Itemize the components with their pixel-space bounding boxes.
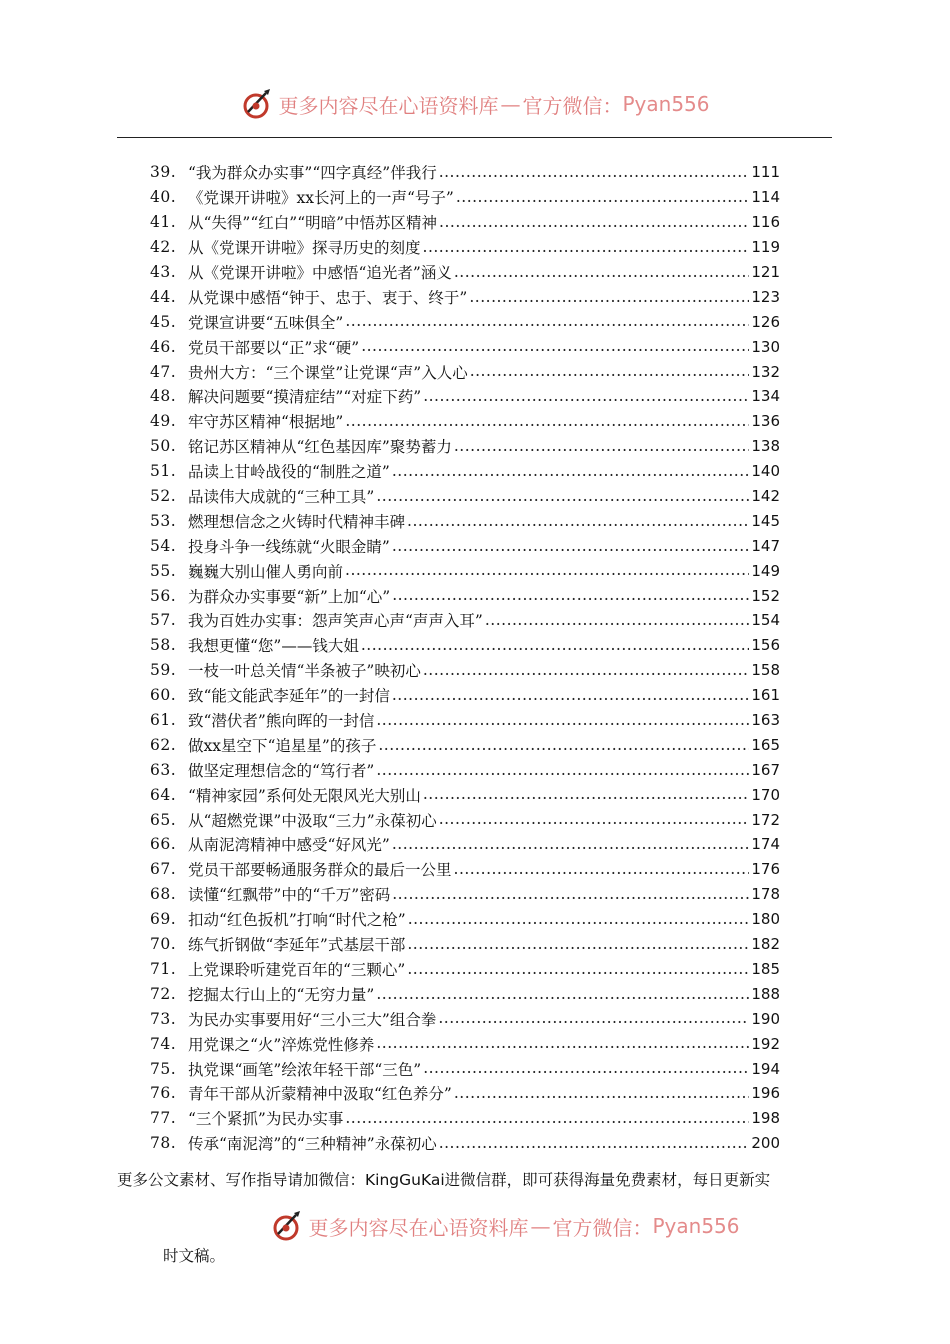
toc-leader-dots (376, 761, 749, 780)
toc-entry-title: 党员干部要以“正”求“硬” (188, 338, 360, 357)
toc-entry-title: 为民办实事要用好“三小三大”组合拳 (188, 1010, 437, 1029)
toc-leader-dots (423, 387, 749, 406)
toc-entry[interactable] (150, 981, 780, 1006)
toc-entry-page: 142 (751, 487, 780, 506)
toc-entry-page: 198 (751, 1109, 780, 1128)
toc-entry[interactable] (150, 434, 780, 459)
toc-entry-title: 为群众办实事要“新”上加“心” (188, 587, 391, 606)
toc-entry-title: “三个紧抓”为民办实事 (188, 1110, 344, 1129)
toc-leader-dots (392, 686, 750, 705)
logo-icon (270, 1209, 304, 1243)
toc-entry[interactable] (150, 160, 780, 185)
toc-leader-dots (376, 711, 749, 730)
toc-entry-number: 65. (150, 810, 177, 829)
toc-entry-title: 扣动“红色扳机”打响“时代之枪” (188, 911, 406, 930)
toc-entry[interactable] (150, 284, 780, 309)
toc-entry[interactable] (150, 633, 780, 658)
toc-entry-number: 43. (150, 263, 177, 281)
toc-entry-page: 119 (751, 238, 780, 257)
toc-entry-number: 51. (150, 462, 177, 481)
toc-entry-title: 致“潜伏者”熊向晖的一封信 (188, 712, 375, 731)
toc-entry[interactable] (150, 1131, 780, 1156)
toc-entry-number: 72. (150, 984, 177, 1003)
banner-separator: — (500, 92, 521, 116)
toc-entry[interactable] (150, 807, 780, 832)
toc-entry-number: 41. (150, 213, 177, 232)
toc-entry-number: 61. (150, 711, 177, 730)
toc-entry-title: 牢守苏区精神“根据地” (188, 413, 344, 432)
toc-entry-number: 52. (150, 487, 177, 506)
toc-entry-page: 158 (751, 661, 780, 680)
toc-entry-title: 从党课中感悟“钟于、忠于、衷于、终于” (188, 288, 468, 307)
toc-leader-dots (345, 312, 749, 331)
toc-entry-title: 《党课开讲啦》xx长河上的一声“号子” (188, 189, 454, 208)
toc-entry-number: 68. (150, 885, 177, 904)
toc-entry[interactable] (150, 857, 780, 882)
toc-entry-page: 192 (751, 1034, 780, 1053)
toc-entry-page: 126 (751, 312, 780, 331)
toc-list (150, 160, 780, 1156)
toc-entry-title: 致“能文能武李延年”的一封信 (188, 687, 390, 706)
toc-entry-page: 114 (751, 188, 780, 207)
toc-entry-number: 45. (150, 312, 177, 331)
toc-entry-page: 194 (751, 1059, 780, 1078)
toc-entry[interactable] (150, 832, 780, 857)
footer-note-continued: 时文稿。 (163, 1247, 226, 1265)
toc-entry-title: 品读伟大成就的“三种工具” (188, 488, 375, 507)
toc-leader-dots (439, 163, 750, 182)
toc-entry[interactable] (150, 1006, 780, 1031)
toc-entry-number: 49. (150, 412, 177, 431)
toc-entry-number: 53. (150, 511, 177, 530)
toc-entry-number: 76. (150, 1084, 177, 1103)
toc-entry-page: 140 (751, 462, 780, 481)
toc-entry[interactable] (150, 359, 780, 384)
toc-entry-page: 149 (751, 561, 780, 580)
toc-entry-title: 燃理想信念之火铸时代精神丰碑 (188, 512, 406, 531)
toc-entry-number: 67. (150, 860, 177, 879)
toc-entry-number: 59. (150, 661, 177, 680)
toc-entry-page: 136 (751, 412, 780, 431)
toc-entry-page: 116 (751, 213, 780, 232)
toc-entry[interactable] (150, 782, 780, 807)
banner-brand: 更多内容尽在心语资料库 (308, 1215, 529, 1240)
toc-entry-title: 党员干部要畅通服务群众的最后一公里 (188, 861, 452, 880)
banner-label: 官方微信： (522, 93, 623, 118)
toc-entry-page: 123 (751, 287, 780, 306)
toc-entry-number: 48. (150, 387, 177, 406)
toc-entry[interactable] (150, 409, 780, 434)
toc-leader-dots (378, 736, 749, 755)
toc-entry-title: 巍巍大别山催人勇向前 (188, 562, 344, 581)
toc-entry[interactable] (150, 185, 780, 210)
toc-leader-dots (376, 985, 749, 1004)
toc-entry-title: 青年干部从沂蒙精神中汲取“红色养分” (188, 1085, 452, 1104)
toc-entry-number: 71. (150, 959, 177, 978)
toc-leader-dots (376, 1034, 749, 1053)
banner-separator: — (530, 1214, 551, 1238)
toc-leader-dots (376, 487, 749, 506)
toc-leader-dots (345, 1109, 749, 1128)
toc-entry-number: 54. (150, 536, 177, 555)
toc-entry-page: 188 (751, 984, 780, 1003)
toc-leader-dots (407, 512, 749, 531)
toc-entry-title: 从南泥湾精神中感受“好风光” (188, 836, 390, 855)
toc-entry-title: 读懂“红飘带”中的“千万”密码 (188, 886, 391, 905)
toc-entry-title: “精神家园”系何处无限风光大别山 (188, 786, 421, 805)
toc-entry[interactable] (150, 932, 780, 957)
toc-leader-dots (361, 337, 749, 356)
toc-entry-title: 做坚定理想信念的“笃行者” (188, 761, 375, 780)
toc-entry-number: 57. (150, 611, 177, 630)
toc-entry[interactable] (150, 882, 780, 907)
toc-entry[interactable] (150, 658, 780, 683)
toc-leader-dots (408, 910, 750, 929)
toc-entry-title: 从“超燃党课”中汲取“三力”永葆初心 (188, 811, 437, 830)
toc-entry-page: 190 (751, 1009, 780, 1028)
toc-entry-number: 78. (150, 1134, 177, 1153)
toc-entry-number: 47. (150, 362, 177, 381)
toc-leader-dots (392, 462, 750, 481)
toc-entry[interactable] (150, 1031, 780, 1056)
toc-entry-page: 163 (751, 711, 780, 730)
toc-entry[interactable] (150, 708, 780, 733)
toc-leader-dots (423, 1059, 749, 1078)
toc-leader-dots (392, 586, 749, 605)
toc-leader-dots (469, 288, 749, 307)
toc-entry-number: 55. (150, 561, 177, 580)
toc-entry-page: 138 (751, 437, 780, 456)
toc-entry-number: 64. (150, 785, 177, 804)
toc-entry-number: 73. (150, 1009, 177, 1028)
toc-entry-page: 180 (751, 910, 780, 929)
toc-entry-page: 132 (751, 362, 780, 381)
toc-leader-dots (439, 1134, 750, 1153)
toc-entry-page: 182 (751, 935, 780, 954)
toc-entry-number: 56. (150, 586, 177, 605)
toc-leader-dots (454, 263, 750, 282)
toc-entry-page: 172 (751, 810, 780, 829)
banner-wechat-id: Pyan556 (622, 92, 710, 116)
toc-entry-page: 196 (751, 1084, 780, 1103)
toc-leader-dots (454, 1084, 750, 1103)
toc-leader-dots (361, 636, 750, 655)
toc-entry-number: 77. (150, 1109, 177, 1128)
toc-entry-title: 我为百姓办实事：怨声笑声心声“声声入耳” (188, 612, 483, 631)
toc-entry-number: 60. (150, 686, 177, 705)
toc-leader-dots (392, 537, 750, 556)
toc-entry-page: 147 (751, 536, 780, 555)
toc-entry-title: 解决问题要“摸清症结”“对症下药” (188, 388, 422, 407)
toc-entry-number: 75. (150, 1059, 177, 1078)
toc-leader-dots (345, 561, 749, 580)
toc-entry[interactable] (150, 757, 780, 782)
toc-entry[interactable] (150, 384, 780, 409)
banner-wechat-id: Pyan556 (652, 1214, 740, 1238)
toc-leader-dots (454, 437, 750, 456)
footer-note: 更多公文素材、写作指导请加微信：KingGuKai进微信群，即可获得海量免费素材，每日更新实 (117, 1171, 771, 1189)
toc-entry-page: 111 (751, 163, 780, 182)
toc-entry-number: 42. (150, 238, 177, 257)
toc-entry[interactable] (150, 1106, 780, 1131)
toc-entry[interactable] (150, 235, 780, 260)
toc-entry-number: 62. (150, 735, 177, 754)
toc-entry-page: 121 (751, 263, 780, 281)
toc-entry-page: 165 (751, 735, 780, 754)
toc-entry[interactable] (150, 533, 780, 558)
toc-entry-number: 69. (150, 910, 177, 929)
toc-entry-page: 167 (751, 760, 780, 779)
toc-entry[interactable] (150, 907, 780, 932)
toc-entry-title: 用党课之“火”淬炼党性修养 (188, 1035, 375, 1054)
toc-entry-title: 上党课聆听建党百年的“三颗心” (188, 960, 406, 979)
toc-entry[interactable] (150, 558, 780, 583)
toc-leader-dots (407, 960, 749, 979)
toc-entry-title: 执党课“画笔”绘浓年轻干部“三色” (188, 1060, 422, 1079)
toc-entry[interactable] (150, 210, 780, 235)
toc-entry-page: 178 (751, 885, 780, 904)
toc-entry-page: 185 (751, 959, 780, 978)
toc-leader-dots (454, 860, 750, 879)
toc-entry-number: 74. (150, 1034, 177, 1053)
toc-entry-title: 党课宣讲要“五味俱全” (188, 313, 344, 332)
toc-leader-dots (456, 188, 750, 207)
toc-entry-title: 练气折钢做“李延年”式基层干部 (188, 936, 406, 955)
toc-entry-page: 174 (751, 835, 780, 854)
toc-entry-title: 从《党课开讲啦》探寻历史的刻度 (188, 239, 421, 258)
logo-icon (240, 87, 274, 121)
banner-label: 官方微信： (552, 1215, 653, 1240)
toc-leader-dots (392, 885, 749, 904)
toc-entry-page: 145 (751, 511, 780, 530)
toc-entry-page: 152 (751, 586, 780, 605)
toc-entry-number: 39. (150, 163, 177, 182)
toc-entry-number: 66. (150, 835, 177, 854)
header-rule (117, 137, 832, 138)
toc-entry-page: 161 (751, 686, 780, 705)
toc-entry-page: 154 (751, 611, 780, 630)
toc-leader-dots (423, 661, 750, 680)
toc-entry[interactable] (150, 583, 780, 608)
banner-brand: 更多内容尽在心语资料库 (278, 93, 499, 118)
toc-entry-title: 从《党课开讲啦》中感悟“追光者”涵义 (188, 264, 452, 282)
toc-entry-title: 我想更懂“您”——钱大姐 (188, 637, 359, 656)
toc-entry[interactable] (150, 683, 780, 708)
top-banner (0, 82, 950, 126)
toc-entry-number: 50. (150, 437, 177, 456)
toc-leader-dots (485, 611, 750, 630)
toc-entry[interactable] (150, 732, 780, 757)
toc-entry[interactable] (150, 608, 780, 633)
toc-entry-title: 从“失得”“红白”“明暗”中悟苏区精神 (188, 214, 438, 233)
toc-entry-title: 品读上甘岭战役的“制胜之道” (188, 463, 390, 482)
toc-leader-dots (438, 1009, 749, 1028)
toc-entry-page: 130 (751, 337, 780, 356)
toc-entry-title: 投身斗争一线练就“火眼金睛” (188, 537, 390, 556)
toc-entry[interactable] (150, 508, 780, 533)
toc-entry-title: 铭记苏区精神从“红色基因库”聚势蓄力 (188, 438, 452, 457)
toc-leader-dots (423, 238, 750, 257)
toc-entry-title: 贵州大方：“三个课堂”让党课“声”入人心 (188, 363, 468, 382)
toc-entry-title: 做xx星空下“追星星”的孩子 (188, 736, 377, 755)
toc-entry[interactable] (150, 1081, 780, 1106)
toc-leader-dots (470, 362, 750, 381)
toc-entry[interactable] (150, 957, 780, 982)
toc-entry[interactable] (150, 260, 780, 285)
toc-entry[interactable] (150, 484, 780, 509)
toc-leader-dots (439, 810, 750, 829)
toc-entry[interactable] (150, 1056, 780, 1081)
toc-entry-title: 传承“南泥湾”的“三种精神”永葆初心 (188, 1135, 437, 1154)
toc-leader-dots (423, 785, 750, 804)
toc-leader-dots (439, 213, 749, 232)
toc-leader-dots (407, 935, 749, 954)
toc-entry-page: 176 (751, 860, 780, 879)
toc-entry-page: 134 (751, 387, 780, 406)
toc-entry[interactable] (150, 309, 780, 334)
toc-leader-dots (392, 835, 750, 854)
toc-entry-number: 46. (150, 337, 177, 356)
toc-entry-number: 63. (150, 760, 177, 779)
toc-entry-title: 一枝一叶总关情“半条被子”映初心 (188, 662, 421, 681)
toc-entry-page: 170 (751, 785, 780, 804)
toc-entry[interactable] (150, 459, 780, 484)
toc-entry-page: 156 (751, 636, 780, 655)
bottom-banner (30, 1204, 950, 1248)
toc-entry-title: 挖掘太行山上的“无穷力量” (188, 985, 375, 1004)
toc-entry[interactable] (150, 334, 780, 359)
toc-entry-number: 70. (150, 935, 177, 954)
toc-entry-number: 40. (150, 188, 177, 207)
toc-entry-title: “我为群众办实事”“四字真经”伴我行 (188, 164, 437, 183)
toc-entry-number: 44. (150, 287, 177, 306)
toc-entry-number: 58. (150, 636, 177, 655)
toc-leader-dots (345, 412, 749, 431)
toc-entry-page: 200 (751, 1134, 780, 1153)
